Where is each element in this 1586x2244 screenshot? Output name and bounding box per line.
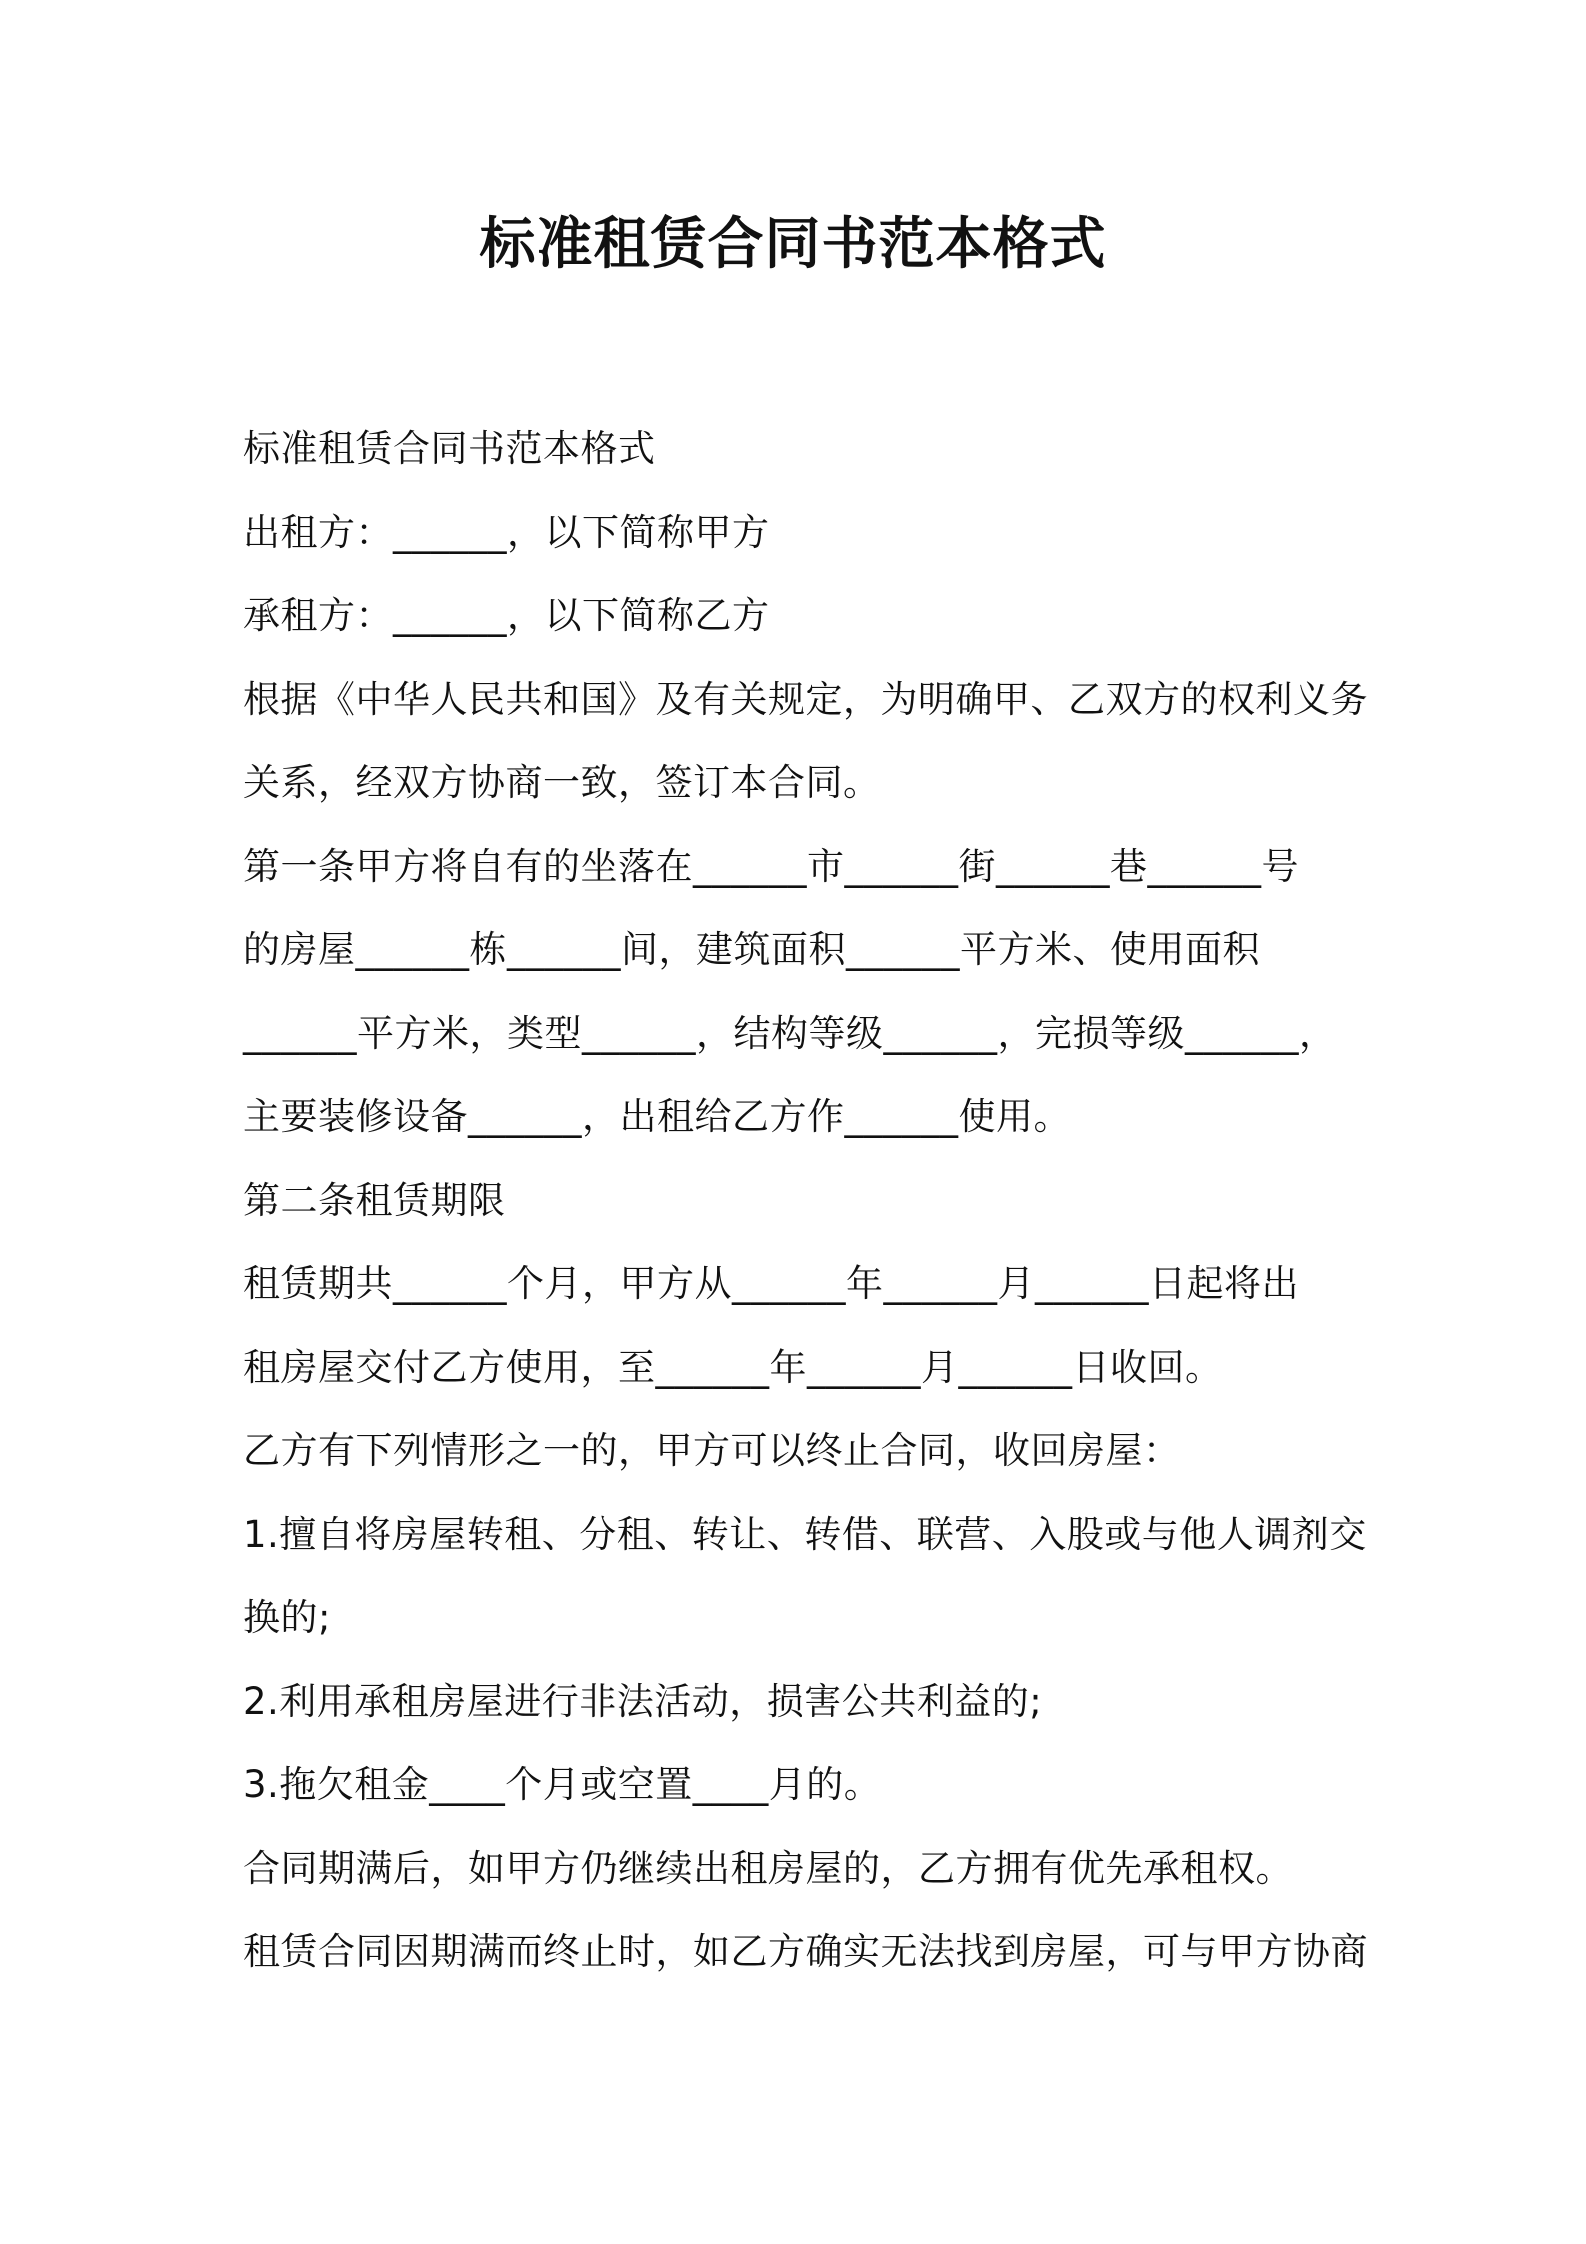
body-line: 换的; [243, 1596, 331, 1639]
body-line: 标准租赁合同书范本格式 [243, 427, 656, 470]
body-line: 主要装修设备______，出租给乙方作______使用。 [243, 1095, 1071, 1138]
body-line: 第二条租赁期限 [243, 1178, 506, 1222]
body-line: 的房屋______栋______间，建筑面积______平方米、使用面积 [243, 928, 1260, 971]
body-line: 2.利用承租房屋进行非法活动，损害公共利益的; [243, 1679, 1043, 1723]
body-line: 出租方：______，以下简称甲方 [243, 510, 770, 554]
body-line: 第一条甲方将自有的坐落在______市______街______巷______号 [243, 844, 1299, 888]
body-line: 租房屋交付乙方使用，至______年______月______日收回。 [243, 1345, 1223, 1389]
document-body [243, 407, 1393, 1994]
body-line: 乙方有下列情形之一的，甲方可以终止合同，收回房屋： [243, 1429, 1181, 1472]
body-line: 根据《中华人民共和国》及有关规定，为明确甲、乙双方的权利义务 [243, 677, 1368, 721]
body-line: ______平方米，类型______，结构等级______，完损等级______， [243, 1011, 1337, 1055]
body-line: 3.拖欠租金____个月或空置____月的。 [243, 1763, 882, 1806]
body-line: 合同期满后，如甲方仍继续出租房屋的，乙方拥有优先承租权。 [243, 1846, 1293, 1890]
document-title: 标准租赁合同书范本格式 [479, 212, 1107, 277]
body-line: 1.擅自将房屋转租、分租、转让、转借、联营、入股或与他人调剂交 [243, 1512, 1367, 1556]
body-line: 租赁合同因期满而终止时，如乙方确实无法找到房屋，可与甲方协商 [243, 1930, 1368, 1973]
body-line: 关系，经双方协商一致，签订本合同。 [243, 761, 881, 804]
body-line: 承租方：______，以下简称乙方 [243, 594, 770, 637]
body-line: 租赁期共______个月，甲方从______年______月______日起将出 [243, 1262, 1299, 1305]
